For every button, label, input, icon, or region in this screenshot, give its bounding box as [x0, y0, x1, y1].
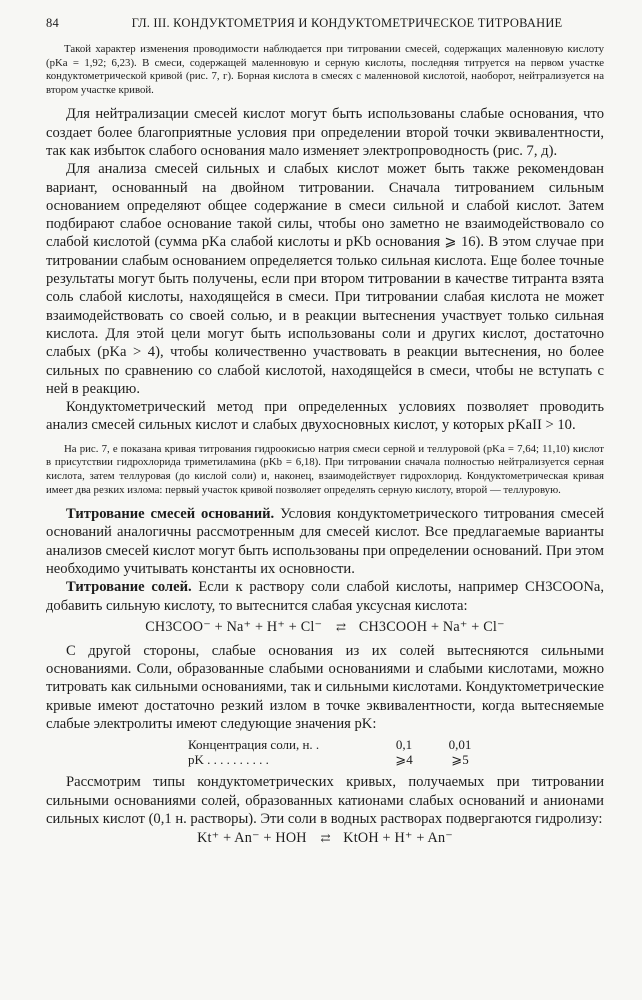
concentration-table [188, 737, 488, 767]
table-row [188, 752, 488, 767]
formula-hydrolysis-right: KtOH + H⁺ + An⁻ [343, 830, 453, 847]
paragraph-6-text: Условия кондуктометрического титрования смесей оснований аналогичны рассмотренным для смесей кислот. Все предлагаемые варианты анализов смесей кислот могут быть использованы при определении оснований. При этом необходимо учитывать константы их основности. [46, 506, 605, 577]
chapter-title: ГЛ. III. КОНДУКТОМЕТРИЯ И КОНДУКТОМЕТРИЧЕСКОЕ ТИТРОВАНИЕ [131, 16, 563, 30]
paragraph-small-5: На рис. 7, е показана кривая титрования гидроокисью натрия смеси серной и теллуровой (pKa = 7,64; 11,10) кислот в присутствии гидрохлорида триметиламина (pKb = 6,18). При титровании сначала полностью нейтрализуется серная кислота, затем теллуровая (до кислой соли) и, наконец, взаимодействует гидрохлорид. Кондуктометрическая кривая имеет два резких излома: первый участок кривой позволяет определять серную кислоту, второй — теллуровую. [46, 442, 604, 496]
table-label: Концентрация соли, н. . [188, 737, 320, 753]
table-row [188, 737, 488, 752]
paragraph-4: Кондуктометрический метод при определенных условиях позволяет проводить анализ смесей сильных кислот и слабых двухосновных кислот, у которых pKaII > 10. [46, 399, 604, 434]
paragraph-9: Рассмотрим типы кондуктометрических кривых, получаемых при титровании сильными основаниями солей, образованных катионами слабых оснований и анионами сильных кислот (0,1 н. растворы). Эти соли в водных растворах подвергаются гидролизу: [46, 774, 604, 827]
paragraph-2: Для нейтрализации смесей кислот могут быть использованы слабые основания, что создает более благоприятные условия при определении второй точки эквивалентности, так как избыток слабого основания мало изменяет электропроводность (рис. 7, д). [46, 106, 604, 159]
table-cell: ⩾5 [451, 752, 469, 768]
paragraph-3: Для анализа смесей сильных и слабых кислот может быть также рекомендован вариант, основанный на двойном титровании. Сначала титрованием сильным основанием определяют общее содержание в смеси сильной и слабой кислот. Затем подбирают слабое основание такой силы, чтобы оно заметно не взаимодействовало со слабой кислотой (сумма pKa слабой кислоты и pKb основания ⩾ 16). В этом случае при титровании слабым основанием определяется только сильная кислота. Еще более точные результаты могут быть получены, если при втором титровании в качестве титранта взята соль слабой кислоты, находящейся в смеси. При титровании слабая кислота не может взаимодействовать со своей солью, и в реакции вытеснения участвует только сильная кислота. Для этой цели могут быть использованы соли и других кислот, достаточно слабых (pKa > 4), чтобы количественно участвовать в реакции вытеснения, но более сильных по сравнению со слабой кислотой, находящейся в смеси, чтобы не вступать с ней в реакцию. [46, 161, 604, 397]
section-heading-salts: Титрование солей. [66, 579, 192, 596]
page-header [46, 16, 604, 31]
table-cell: 0,01 [448, 737, 472, 753]
formula-hydrolysis-left: Kt⁺ + An⁻ + HOH [197, 830, 307, 847]
equilibrium-arrow-icon: ⇄ [336, 619, 346, 634]
paragraph-7-text: Если к раствору соли слабой кислоты, например CH3COONa, добавить сильную кислоту, то вытеснится слабая уксусная кислота: [46, 579, 605, 614]
paragraph-6 [46, 505, 604, 578]
paragraph-small-1: Такой характер изменения проводимости наблюдается при титровании смесей, содержащих маленновую кислоту (pKa = 1,92; 6,23). В смеси, содержащей маленновую и серную кислоты, последняя титруется на первом участке кондуктометрической кривой (рис. 7, г). Борная кислота в смесях с маленновой кислотой, наоборот, нейтрализуется на втором участке кривой. [46, 43, 604, 96]
page-number: 84 [46, 16, 59, 30]
equilibrium-arrow-icon: ⇄ [320, 831, 330, 846]
formula-acetate-right: CH3COOH + Na⁺ + Cl⁻ [358, 618, 505, 635]
section-heading-bases: Титрование смесей оснований. [66, 506, 275, 523]
table-label: pK . . . . . . . . . . [188, 752, 269, 768]
formula-acetate [46, 619, 604, 636]
formula-acetate-left: CH3COO⁻ + Na⁺ + H⁺ + Cl⁻ [145, 618, 323, 635]
paragraph-7 [46, 578, 604, 615]
table-cell: ⩾4 [395, 752, 413, 768]
paragraph-8: С другой стороны, слабые основания из их солей вытесняются сильными основаниями. Соли, образованные слабыми основаниями и слабыми кислотами, можно титровать как сильными основаниями, так и сильными кислотами. Кондуктометрические кривые имеют достаточно резкий излом в точке эквивалентности, когда вытесняемые слабые электролиты имеют следующие значения pK: [46, 642, 604, 733]
formula-hydrolysis [46, 830, 604, 847]
table-cell: 0,1 [395, 737, 413, 753]
